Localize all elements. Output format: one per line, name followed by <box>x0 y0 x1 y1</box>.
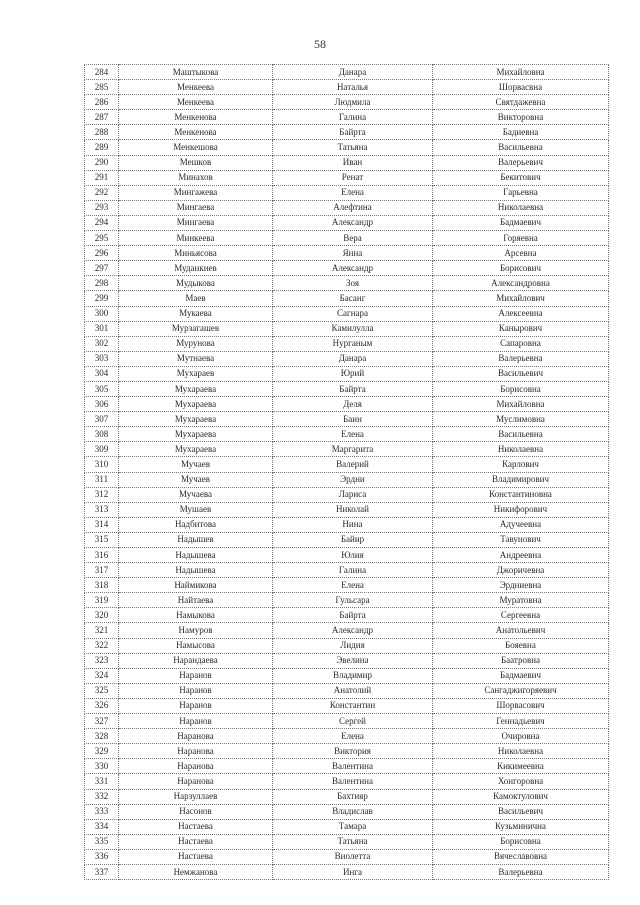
first-name-cell: Юлия <box>273 548 433 563</box>
surname-cell: Муданкнев <box>119 261 273 276</box>
surname-cell: Намыкова <box>119 608 273 623</box>
first-name-cell: Елена <box>273 185 433 200</box>
first-name-cell: Байрта <box>273 381 433 396</box>
row-number-cell: 303 <box>85 351 119 366</box>
patronymic-cell: Михайлович <box>433 291 609 306</box>
surname-cell: Менкеева <box>119 95 273 110</box>
surname-cell: Мухараева <box>119 381 273 396</box>
first-name-cell: Инга <box>273 864 433 879</box>
first-name-cell: Вера <box>273 231 433 246</box>
table-row <box>85 336 609 351</box>
table-row <box>85 487 609 502</box>
surname-cell: Маштыкова <box>119 65 273 80</box>
first-name-cell: Владимир <box>273 668 433 683</box>
row-number-cell: 285 <box>85 80 119 95</box>
surname-cell: Настаева <box>119 849 273 864</box>
patronymic-cell: Бекитович <box>433 170 609 185</box>
patronymic-cell: Камоктулович <box>433 789 609 804</box>
row-number-cell: 327 <box>85 714 119 729</box>
surname-cell: Нарзуллаев <box>119 789 273 804</box>
surname-cell: Мутнаева <box>119 351 273 366</box>
patronymic-cell: Валерьевич <box>433 155 609 170</box>
row-number-cell: 306 <box>85 397 119 412</box>
patronymic-cell: Сангаджигоряевич <box>433 683 609 698</box>
row-number-cell: 309 <box>85 442 119 457</box>
table-row <box>85 261 609 276</box>
surname-cell: Наранов <box>119 683 273 698</box>
roster-table-body <box>85 65 609 880</box>
table-row <box>85 427 609 442</box>
row-number-cell: 337 <box>85 864 119 879</box>
table-row <box>85 714 609 729</box>
surname-cell: Мухараев <box>119 366 273 381</box>
first-name-cell: Гульсара <box>273 593 433 608</box>
row-number-cell: 291 <box>85 170 119 185</box>
surname-cell: Найтаева <box>119 593 273 608</box>
table-row <box>85 140 609 155</box>
row-number-cell: 323 <box>85 653 119 668</box>
table-row <box>85 155 609 170</box>
row-number-cell: 329 <box>85 744 119 759</box>
surname-cell: Мучаева <box>119 487 273 502</box>
row-number-cell: 302 <box>85 336 119 351</box>
table-row <box>85 653 609 668</box>
first-name-cell: Владислав <box>273 804 433 819</box>
patronymic-cell: Валерьевна <box>433 864 609 879</box>
first-name-cell: Байир <box>273 532 433 547</box>
first-name-cell: Зоя <box>273 276 433 291</box>
surname-cell: Мухараева <box>119 442 273 457</box>
first-name-cell: Сагнара <box>273 306 433 321</box>
table-row <box>85 472 609 487</box>
patronymic-cell: Васильевич <box>433 366 609 381</box>
surname-cell: Надышева <box>119 563 273 578</box>
row-number-cell: 296 <box>85 246 119 261</box>
table-row <box>85 215 609 230</box>
patronymic-cell: Бадмаевич <box>433 215 609 230</box>
surname-cell: Мингаева <box>119 215 273 230</box>
surname-cell: Миньясова <box>119 246 273 261</box>
surname-cell: Наранова <box>119 759 273 774</box>
surname-cell: Наранова <box>119 729 273 744</box>
first-name-cell: Байрта <box>273 608 433 623</box>
surname-cell: Мудыкова <box>119 276 273 291</box>
row-number-cell: 322 <box>85 638 119 653</box>
surname-cell: Менкешова <box>119 140 273 155</box>
first-name-cell: Наталья <box>273 80 433 95</box>
patronymic-cell: Геннадьевич <box>433 714 609 729</box>
table-row <box>85 683 609 698</box>
patronymic-cell: Горяевна <box>433 231 609 246</box>
surname-cell: Немжанова <box>119 864 273 879</box>
patronymic-cell: Адучеевна <box>433 517 609 532</box>
first-name-cell: Николай <box>273 502 433 517</box>
table-row <box>85 397 609 412</box>
surname-cell: Минахов <box>119 170 273 185</box>
row-number-cell: 292 <box>85 185 119 200</box>
patronymic-cell: Васильевна <box>433 140 609 155</box>
surname-cell: Надышев <box>119 532 273 547</box>
row-number-cell: 307 <box>85 412 119 427</box>
table-row <box>85 849 609 864</box>
patronymic-cell: Борисовна <box>433 834 609 849</box>
patronymic-cell: Андреевна <box>433 548 609 563</box>
row-number-cell: 320 <box>85 608 119 623</box>
patronymic-cell: Васильевич <box>433 804 609 819</box>
table-row <box>85 563 609 578</box>
patronymic-cell: Очировна <box>433 729 609 744</box>
patronymic-cell: Николаевна <box>433 744 609 759</box>
table-row <box>85 517 609 532</box>
first-name-cell: Сергей <box>273 714 433 729</box>
first-name-cell: Юрий <box>273 366 433 381</box>
first-name-cell: Александр <box>273 215 433 230</box>
first-name-cell: Нина <box>273 517 433 532</box>
patronymic-cell: Вячеславовна <box>433 849 609 864</box>
row-number-cell: 289 <box>85 140 119 155</box>
table-row <box>85 170 609 185</box>
table-row <box>85 80 609 95</box>
table-row <box>85 502 609 517</box>
row-number-cell: 288 <box>85 125 119 140</box>
patronymic-cell: Васильевна <box>433 427 609 442</box>
first-name-cell: Галина <box>273 563 433 578</box>
table-row <box>85 110 609 125</box>
surname-cell: Насонов <box>119 804 273 819</box>
table-row <box>85 381 609 396</box>
row-number-cell: 294 <box>85 215 119 230</box>
patronymic-cell: Канырович <box>433 321 609 336</box>
first-name-cell: Виктория <box>273 744 433 759</box>
table-row <box>85 729 609 744</box>
table-row <box>85 65 609 80</box>
first-name-cell: Елена <box>273 578 433 593</box>
surname-cell: Наранов <box>119 714 273 729</box>
row-number-cell: 308 <box>85 427 119 442</box>
table-row <box>85 744 609 759</box>
surname-cell: Намысова <box>119 638 273 653</box>
surname-cell: Настаева <box>119 834 273 849</box>
surname-cell: Наранов <box>119 698 273 713</box>
surname-cell: Менкенова <box>119 110 273 125</box>
row-number-cell: 318 <box>85 578 119 593</box>
row-number-cell: 315 <box>85 532 119 547</box>
first-name-cell: Константин <box>273 698 433 713</box>
first-name-cell: Валентина <box>273 759 433 774</box>
surname-cell: Надбитова <box>119 517 273 532</box>
first-name-cell: Ренат <box>273 170 433 185</box>
first-name-cell: Татьяна <box>273 834 433 849</box>
surname-cell: Нарандаева <box>119 653 273 668</box>
row-number-cell: 293 <box>85 200 119 215</box>
surname-cell: Мингаева <box>119 200 273 215</box>
table-row <box>85 759 609 774</box>
patronymic-cell: Александровна <box>433 276 609 291</box>
row-number-cell: 324 <box>85 668 119 683</box>
surname-cell: Мурзагашев <box>119 321 273 336</box>
patronymic-cell: Бадмаевич <box>433 668 609 683</box>
table-row <box>85 864 609 879</box>
row-number-cell: 325 <box>85 683 119 698</box>
patronymic-cell: Бояевна <box>433 638 609 653</box>
table-row <box>85 608 609 623</box>
first-name-cell: Татьяна <box>273 140 433 155</box>
row-number-cell: 300 <box>85 306 119 321</box>
first-name-cell: Эрдни <box>273 472 433 487</box>
surname-cell: Наранова <box>119 744 273 759</box>
surname-cell: Мучаев <box>119 457 273 472</box>
table-row <box>85 638 609 653</box>
surname-cell: Намуров <box>119 623 273 638</box>
table-row <box>85 623 609 638</box>
patronymic-cell: Святдажевна <box>433 95 609 110</box>
row-number-cell: 333 <box>85 804 119 819</box>
row-number-cell: 313 <box>85 502 119 517</box>
row-number-cell: 334 <box>85 819 119 834</box>
patronymic-cell: Никифорович <box>433 502 609 517</box>
table-row <box>85 442 609 457</box>
patronymic-cell: Муслимовна <box>433 412 609 427</box>
surname-cell: Мурунова <box>119 336 273 351</box>
row-number-cell: 290 <box>85 155 119 170</box>
patronymic-cell: Викторовна <box>433 110 609 125</box>
first-name-cell: Камилулла <box>273 321 433 336</box>
surname-cell: Наранов <box>119 668 273 683</box>
row-number-cell: 311 <box>85 472 119 487</box>
row-number-cell: 317 <box>85 563 119 578</box>
patronymic-cell: Николаевна <box>433 200 609 215</box>
row-number-cell: 297 <box>85 261 119 276</box>
patronymic-cell: Валерьевна <box>433 351 609 366</box>
row-number-cell: 298 <box>85 276 119 291</box>
first-name-cell: Янна <box>273 246 433 261</box>
surname-cell: Мучаев <box>119 472 273 487</box>
table-row <box>85 457 609 472</box>
row-number-cell: 328 <box>85 729 119 744</box>
row-number-cell: 321 <box>85 623 119 638</box>
table-row <box>85 231 609 246</box>
table-row <box>85 804 609 819</box>
table-row <box>85 321 609 336</box>
table-row <box>85 291 609 306</box>
first-name-cell: Басанг <box>273 291 433 306</box>
first-name-cell: Елена <box>273 729 433 744</box>
surname-cell: Мухараева <box>119 412 273 427</box>
surname-cell: Надышева <box>119 548 273 563</box>
surname-cell: Наранова <box>119 774 273 789</box>
first-name-cell: Маргарита <box>273 442 433 457</box>
row-number-cell: 332 <box>85 789 119 804</box>
surname-cell: Менкеева <box>119 80 273 95</box>
surname-cell: Маев <box>119 291 273 306</box>
surname-cell: Мухараева <box>119 427 273 442</box>
patronymic-cell: Шорвасович <box>433 698 609 713</box>
patronymic-cell: Тавунович <box>433 532 609 547</box>
table-row <box>85 412 609 427</box>
first-name-cell: Иван <box>273 155 433 170</box>
table-row <box>85 668 609 683</box>
patronymic-cell: Муратовна <box>433 593 609 608</box>
patronymic-cell: Владимирович <box>433 472 609 487</box>
roster-table <box>84 64 609 880</box>
table-row <box>85 578 609 593</box>
patronymic-cell: Алексеевна <box>433 306 609 321</box>
first-name-cell: Алефтина <box>273 200 433 215</box>
first-name-cell: Валерий <box>273 457 433 472</box>
row-number-cell: 335 <box>85 834 119 849</box>
surname-cell: Настаева <box>119 819 273 834</box>
row-number-cell: 326 <box>85 698 119 713</box>
row-number-cell: 319 <box>85 593 119 608</box>
patronymic-cell: Борисовна <box>433 381 609 396</box>
patronymic-cell: Карлович <box>433 457 609 472</box>
first-name-cell: Виолетта <box>273 849 433 864</box>
surname-cell: Мешков <box>119 155 273 170</box>
first-name-cell: Александр <box>273 261 433 276</box>
patronymic-cell: Борисович <box>433 261 609 276</box>
table-row <box>85 819 609 834</box>
patronymic-cell: Арсевна <box>433 246 609 261</box>
patronymic-cell: Кикимеевна <box>433 759 609 774</box>
first-name-cell: Тамара <box>273 819 433 834</box>
row-number-cell: 287 <box>85 110 119 125</box>
row-number-cell: 310 <box>85 457 119 472</box>
table-row <box>85 366 609 381</box>
row-number-cell: 316 <box>85 548 119 563</box>
patronymic-cell: Кузьминична <box>433 819 609 834</box>
table-row <box>85 532 609 547</box>
table-row <box>85 789 609 804</box>
first-name-cell: Баин <box>273 412 433 427</box>
patronymic-cell: Хонгоровна <box>433 774 609 789</box>
patronymic-cell: Эрдниевна <box>433 578 609 593</box>
page-number: 58 <box>314 37 326 51</box>
table-row <box>85 698 609 713</box>
surname-cell: Мингажева <box>119 185 273 200</box>
first-name-cell: Нурганым <box>273 336 433 351</box>
table-row <box>85 246 609 261</box>
row-number-cell: 299 <box>85 291 119 306</box>
patronymic-cell: Николаевна <box>433 442 609 457</box>
row-number-cell: 312 <box>85 487 119 502</box>
patronymic-cell: Константиновна <box>433 487 609 502</box>
patronymic-cell: Сапаровна <box>433 336 609 351</box>
surname-cell: Наймикова <box>119 578 273 593</box>
table-row <box>85 548 609 563</box>
row-number-cell: 301 <box>85 321 119 336</box>
row-number-cell: 314 <box>85 517 119 532</box>
first-name-cell: Александр <box>273 623 433 638</box>
row-number-cell: 295 <box>85 231 119 246</box>
first-name-cell: Лариса <box>273 487 433 502</box>
table-row <box>85 95 609 110</box>
patronymic-cell: Шорвасвна <box>433 80 609 95</box>
first-name-cell: Анатолий <box>273 683 433 698</box>
surname-cell: Мухараева <box>119 397 273 412</box>
patronymic-cell: Сергеевна <box>433 608 609 623</box>
table-row <box>85 200 609 215</box>
patronymic-cell: Бадиевна <box>433 125 609 140</box>
patronymic-cell: Михайловна <box>433 397 609 412</box>
first-name-cell: Данара <box>273 65 433 80</box>
first-name-cell: Бахтияр <box>273 789 433 804</box>
first-name-cell: Деля <box>273 397 433 412</box>
row-number-cell: 331 <box>85 774 119 789</box>
table-row <box>85 276 609 291</box>
patronymic-cell: Джоричевна <box>433 563 609 578</box>
table-row <box>85 351 609 366</box>
first-name-cell: Людмила <box>273 95 433 110</box>
row-number-cell: 336 <box>85 849 119 864</box>
surname-cell: Менкенова <box>119 125 273 140</box>
surname-cell: Мушаев <box>119 502 273 517</box>
table-row <box>85 185 609 200</box>
row-number-cell: 286 <box>85 95 119 110</box>
patronymic-cell: Михайловна <box>433 65 609 80</box>
row-number-cell: 304 <box>85 366 119 381</box>
first-name-cell: Лидия <box>273 638 433 653</box>
table-row <box>85 593 609 608</box>
table-row <box>85 774 609 789</box>
first-name-cell: Байрта <box>273 125 433 140</box>
table-row <box>85 306 609 321</box>
patronymic-cell: Баатровна <box>433 653 609 668</box>
table-row <box>85 125 609 140</box>
first-name-cell: Данара <box>273 351 433 366</box>
first-name-cell: Галина <box>273 110 433 125</box>
patronymic-cell: Гарьевна <box>433 185 609 200</box>
patronymic-cell: Анатольевич <box>433 623 609 638</box>
table-row <box>85 834 609 849</box>
first-name-cell: Эвелина <box>273 653 433 668</box>
row-number-cell: 330 <box>85 759 119 774</box>
first-name-cell: Елена <box>273 427 433 442</box>
first-name-cell: Валентина <box>273 774 433 789</box>
surname-cell: Минкеева <box>119 231 273 246</box>
row-number-cell: 305 <box>85 381 119 396</box>
row-number-cell: 284 <box>85 65 119 80</box>
surname-cell: Мукаева <box>119 306 273 321</box>
